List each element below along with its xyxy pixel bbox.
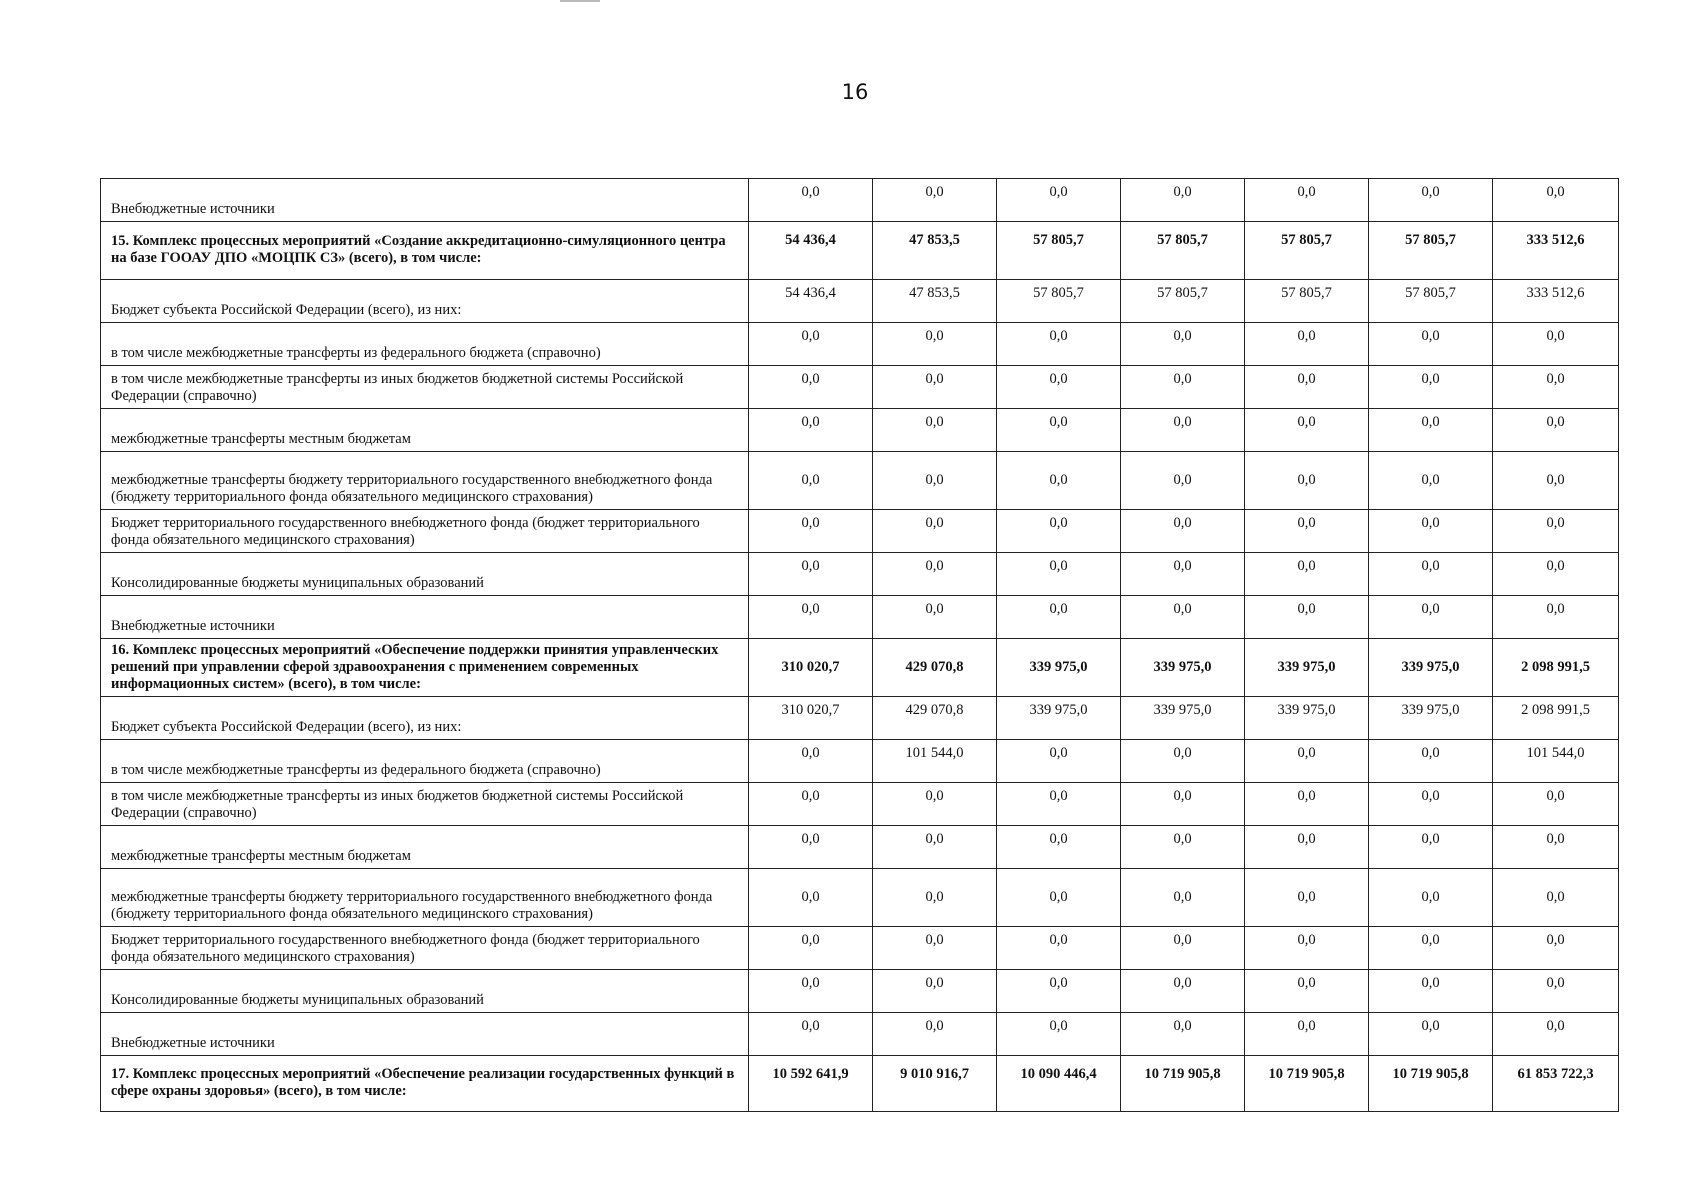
row-label: Консолидированные бюджеты муниципальных образований bbox=[101, 970, 749, 1013]
value-cell: 57 805,7 bbox=[1245, 280, 1369, 323]
value-cell: 0,0 bbox=[1245, 970, 1369, 1013]
value-cell: 57 805,7 bbox=[1369, 222, 1493, 280]
value-cell: 0,0 bbox=[749, 783, 873, 826]
value-cell: 0,0 bbox=[749, 179, 873, 222]
value-cell: 0,0 bbox=[873, 323, 997, 366]
value-cell: 2 098 991,5 bbox=[1493, 697, 1619, 740]
value-cell: 0,0 bbox=[873, 510, 997, 553]
value-cell: 0,0 bbox=[1245, 510, 1369, 553]
table-row bbox=[101, 826, 1619, 869]
value-cell: 0,0 bbox=[1369, 452, 1493, 510]
value-cell: 0,0 bbox=[1245, 409, 1369, 452]
value-cell: 0,0 bbox=[873, 179, 997, 222]
value-cell: 57 805,7 bbox=[1245, 222, 1369, 280]
value-cell: 0,0 bbox=[1245, 323, 1369, 366]
value-cell: 0,0 bbox=[997, 740, 1121, 783]
value-cell: 0,0 bbox=[749, 510, 873, 553]
value-cell: 0,0 bbox=[1493, 452, 1619, 510]
value-cell: 0,0 bbox=[749, 366, 873, 409]
value-cell: 0,0 bbox=[1121, 510, 1245, 553]
value-cell: 0,0 bbox=[1121, 409, 1245, 452]
value-cell: 0,0 bbox=[1245, 1013, 1369, 1056]
row-label: Бюджет территориального государственного внебюджетного фонда (бюджет территориального фонда обязательного медицинского страхования) bbox=[101, 927, 749, 970]
value-cell: 310 020,7 bbox=[749, 697, 873, 740]
value-cell: 0,0 bbox=[1493, 323, 1619, 366]
row-label: Бюджет субъекта Российской Федерации (всего), из них: bbox=[101, 697, 749, 740]
value-cell: 0,0 bbox=[1369, 927, 1493, 970]
value-cell: 0,0 bbox=[1369, 179, 1493, 222]
value-cell: 0,0 bbox=[1493, 366, 1619, 409]
table-row bbox=[101, 179, 1619, 222]
value-cell: 61 853 722,3 bbox=[1493, 1056, 1619, 1112]
value-cell: 339 975,0 bbox=[997, 697, 1121, 740]
value-cell: 0,0 bbox=[997, 1013, 1121, 1056]
table-row bbox=[101, 553, 1619, 596]
page-number: 16 bbox=[841, 80, 869, 104]
table-row bbox=[101, 927, 1619, 970]
value-cell: 47 853,5 bbox=[873, 222, 997, 280]
value-cell: 0,0 bbox=[997, 783, 1121, 826]
row-label: Внебюджетные источники bbox=[101, 1013, 749, 1056]
value-cell: 0,0 bbox=[1493, 826, 1619, 869]
value-cell: 0,0 bbox=[749, 1013, 873, 1056]
value-cell: 0,0 bbox=[1121, 596, 1245, 639]
value-cell: 0,0 bbox=[997, 179, 1121, 222]
value-cell: 2 098 991,5 bbox=[1493, 639, 1619, 697]
row-label: межбюджетные трансферты местным бюджетам bbox=[101, 409, 749, 452]
value-cell: 0,0 bbox=[1121, 740, 1245, 783]
value-cell: 0,0 bbox=[1369, 826, 1493, 869]
value-cell: 0,0 bbox=[1369, 1013, 1493, 1056]
row-label: Консолидированные бюджеты муниципальных образований bbox=[101, 553, 749, 596]
value-cell: 0,0 bbox=[749, 740, 873, 783]
value-cell: 0,0 bbox=[749, 927, 873, 970]
value-cell: 0,0 bbox=[997, 826, 1121, 869]
value-cell: 57 805,7 bbox=[1121, 222, 1245, 280]
value-cell: 0,0 bbox=[749, 970, 873, 1013]
value-cell: 0,0 bbox=[873, 783, 997, 826]
value-cell: 339 975,0 bbox=[1369, 639, 1493, 697]
row-label: межбюджетные трансферты местным бюджетам bbox=[101, 826, 749, 869]
value-cell: 339 975,0 bbox=[1121, 639, 1245, 697]
row-label: Внебюджетные источники bbox=[101, 596, 749, 639]
table-row bbox=[101, 639, 1619, 697]
value-cell: 10 719 905,8 bbox=[1369, 1056, 1493, 1112]
value-cell: 0,0 bbox=[1369, 510, 1493, 553]
table-row bbox=[101, 697, 1619, 740]
value-cell: 0,0 bbox=[873, 366, 997, 409]
value-cell: 0,0 bbox=[1121, 452, 1245, 510]
row-label: межбюджетные трансферты бюджету территориального государственного внебюджетного фонда (бюджету территориального фонда обязательного медицинского страхования) bbox=[101, 869, 749, 927]
value-cell: 0,0 bbox=[1369, 783, 1493, 826]
row-label: в том числе межбюджетные трансферты из федерального бюджета (справочно) bbox=[101, 323, 749, 366]
value-cell: 0,0 bbox=[1369, 970, 1493, 1013]
value-cell: 0,0 bbox=[1493, 510, 1619, 553]
row-label: 17. Комплекс процессных мероприятий «Обеспечение реализации государственных функций в сфере охраны здоровья» (всего), в том числе: bbox=[101, 1056, 749, 1112]
value-cell: 0,0 bbox=[1493, 783, 1619, 826]
value-cell: 10 090 446,4 bbox=[997, 1056, 1121, 1112]
value-cell: 0,0 bbox=[873, 970, 997, 1013]
value-cell: 0,0 bbox=[873, 927, 997, 970]
value-cell: 57 805,7 bbox=[1121, 280, 1245, 323]
value-cell: 101 544,0 bbox=[873, 740, 997, 783]
row-label: Бюджет субъекта Российской Федерации (всего), из них: bbox=[101, 280, 749, 323]
value-cell: 0,0 bbox=[1121, 179, 1245, 222]
table-row bbox=[101, 222, 1619, 280]
value-cell: 0,0 bbox=[1493, 179, 1619, 222]
value-cell: 333 512,6 bbox=[1493, 280, 1619, 323]
value-cell: 0,0 bbox=[997, 869, 1121, 927]
value-cell: 0,0 bbox=[997, 970, 1121, 1013]
value-cell: 0,0 bbox=[1121, 970, 1245, 1013]
value-cell: 0,0 bbox=[749, 409, 873, 452]
table-row bbox=[101, 366, 1619, 409]
value-cell: 310 020,7 bbox=[749, 639, 873, 697]
value-cell: 0,0 bbox=[749, 553, 873, 596]
value-cell: 0,0 bbox=[997, 510, 1121, 553]
table-row bbox=[101, 323, 1619, 366]
table-row bbox=[101, 869, 1619, 927]
row-label: 15. Комплекс процессных мероприятий «Создание аккредитационно-симуляционного центра на базе ГООАУ ДПО «МОЦПК СЗ» (всего), в том числе: bbox=[101, 222, 749, 280]
value-cell: 0,0 bbox=[1369, 596, 1493, 639]
budget-table-body bbox=[101, 179, 1619, 1112]
value-cell: 0,0 bbox=[1493, 970, 1619, 1013]
table-row bbox=[101, 783, 1619, 826]
value-cell: 0,0 bbox=[1493, 927, 1619, 970]
value-cell: 0,0 bbox=[873, 452, 997, 510]
value-cell: 57 805,7 bbox=[997, 280, 1121, 323]
value-cell: 0,0 bbox=[1493, 553, 1619, 596]
row-label: Бюджет территориального государственного внебюджетного фонда (бюджет территориального фонда обязательного медицинского страхования) bbox=[101, 510, 749, 553]
value-cell: 0,0 bbox=[1121, 783, 1245, 826]
value-cell: 0,0 bbox=[1245, 826, 1369, 869]
value-cell: 0,0 bbox=[1369, 740, 1493, 783]
value-cell: 0,0 bbox=[749, 596, 873, 639]
value-cell: 429 070,8 bbox=[873, 697, 997, 740]
value-cell: 0,0 bbox=[1369, 553, 1493, 596]
value-cell: 9 010 916,7 bbox=[873, 1056, 997, 1112]
value-cell: 0,0 bbox=[1121, 553, 1245, 596]
value-cell: 57 805,7 bbox=[997, 222, 1121, 280]
table-row bbox=[101, 510, 1619, 553]
row-label: в том числе межбюджетные трансферты из федерального бюджета (справочно) bbox=[101, 740, 749, 783]
value-cell: 0,0 bbox=[1245, 869, 1369, 927]
value-cell: 0,0 bbox=[1245, 596, 1369, 639]
scan-artifact bbox=[560, 0, 600, 2]
row-label: в том числе межбюджетные трансферты из иных бюджетов бюджетной системы Российской Федерации (справочно) bbox=[101, 366, 749, 409]
value-cell: 0,0 bbox=[749, 826, 873, 869]
value-cell: 47 853,5 bbox=[873, 280, 997, 323]
value-cell: 10 719 905,8 bbox=[1121, 1056, 1245, 1112]
value-cell: 339 975,0 bbox=[1369, 697, 1493, 740]
value-cell: 0,0 bbox=[997, 323, 1121, 366]
value-cell: 0,0 bbox=[1245, 740, 1369, 783]
value-cell: 10 592 641,9 bbox=[749, 1056, 873, 1112]
value-cell: 0,0 bbox=[1493, 869, 1619, 927]
value-cell: 0,0 bbox=[749, 452, 873, 510]
value-cell: 339 975,0 bbox=[1121, 697, 1245, 740]
value-cell: 0,0 bbox=[1245, 366, 1369, 409]
table-row bbox=[101, 1056, 1619, 1112]
value-cell: 0,0 bbox=[997, 553, 1121, 596]
value-cell: 0,0 bbox=[997, 596, 1121, 639]
value-cell: 0,0 bbox=[1121, 869, 1245, 927]
value-cell: 0,0 bbox=[1121, 366, 1245, 409]
value-cell: 0,0 bbox=[749, 323, 873, 366]
value-cell: 339 975,0 bbox=[1245, 697, 1369, 740]
value-cell: 0,0 bbox=[1245, 783, 1369, 826]
value-cell: 0,0 bbox=[1121, 826, 1245, 869]
value-cell: 0,0 bbox=[1121, 1013, 1245, 1056]
row-label: Внебюджетные источники bbox=[101, 179, 749, 222]
value-cell: 57 805,7 bbox=[1369, 280, 1493, 323]
value-cell: 0,0 bbox=[1369, 409, 1493, 452]
value-cell: 0,0 bbox=[997, 927, 1121, 970]
value-cell: 0,0 bbox=[1121, 323, 1245, 366]
value-cell: 0,0 bbox=[749, 869, 873, 927]
table-row bbox=[101, 280, 1619, 323]
value-cell: 0,0 bbox=[873, 553, 997, 596]
value-cell: 0,0 bbox=[1245, 179, 1369, 222]
value-cell: 429 070,8 bbox=[873, 639, 997, 697]
value-cell: 0,0 bbox=[873, 409, 997, 452]
value-cell: 101 544,0 bbox=[1493, 740, 1619, 783]
value-cell: 0,0 bbox=[1369, 323, 1493, 366]
row-label: в том числе межбюджетные трансферты из иных бюджетов бюджетной системы Российской Федерации (справочно) bbox=[101, 783, 749, 826]
value-cell: 0,0 bbox=[1245, 553, 1369, 596]
value-cell: 0,0 bbox=[873, 1013, 997, 1056]
value-cell: 0,0 bbox=[1121, 927, 1245, 970]
row-label: 16. Комплекс процессных мероприятий «Обеспечение поддержки принятия управленческих решений при управлении сферой здравоохранения с применением современных информационных систем» (всего), в том числе: bbox=[101, 639, 749, 697]
table-row bbox=[101, 1013, 1619, 1056]
value-cell: 54 436,4 bbox=[749, 222, 873, 280]
value-cell: 0,0 bbox=[1245, 452, 1369, 510]
table-row bbox=[101, 452, 1619, 510]
row-label: межбюджетные трансферты бюджету территориального государственного внебюджетного фонда (бюджету территориального фонда обязательного медицинского страхования) bbox=[101, 452, 749, 510]
value-cell: 0,0 bbox=[997, 366, 1121, 409]
value-cell: 0,0 bbox=[997, 452, 1121, 510]
value-cell: 339 975,0 bbox=[1245, 639, 1369, 697]
value-cell: 0,0 bbox=[1493, 596, 1619, 639]
value-cell: 54 436,4 bbox=[749, 280, 873, 323]
table-row bbox=[101, 596, 1619, 639]
value-cell: 10 719 905,8 bbox=[1245, 1056, 1369, 1112]
table-row bbox=[101, 409, 1619, 452]
value-cell: 0,0 bbox=[873, 826, 997, 869]
value-cell: 333 512,6 bbox=[1493, 222, 1619, 280]
budget-table bbox=[100, 178, 1619, 1112]
value-cell: 0,0 bbox=[1245, 927, 1369, 970]
value-cell: 339 975,0 bbox=[997, 639, 1121, 697]
value-cell: 0,0 bbox=[1369, 366, 1493, 409]
table-row bbox=[101, 970, 1619, 1013]
table-row bbox=[101, 740, 1619, 783]
value-cell: 0,0 bbox=[997, 409, 1121, 452]
value-cell: 0,0 bbox=[1493, 409, 1619, 452]
value-cell: 0,0 bbox=[1493, 1013, 1619, 1056]
value-cell: 0,0 bbox=[873, 869, 997, 927]
value-cell: 0,0 bbox=[873, 596, 997, 639]
value-cell: 0,0 bbox=[1369, 869, 1493, 927]
